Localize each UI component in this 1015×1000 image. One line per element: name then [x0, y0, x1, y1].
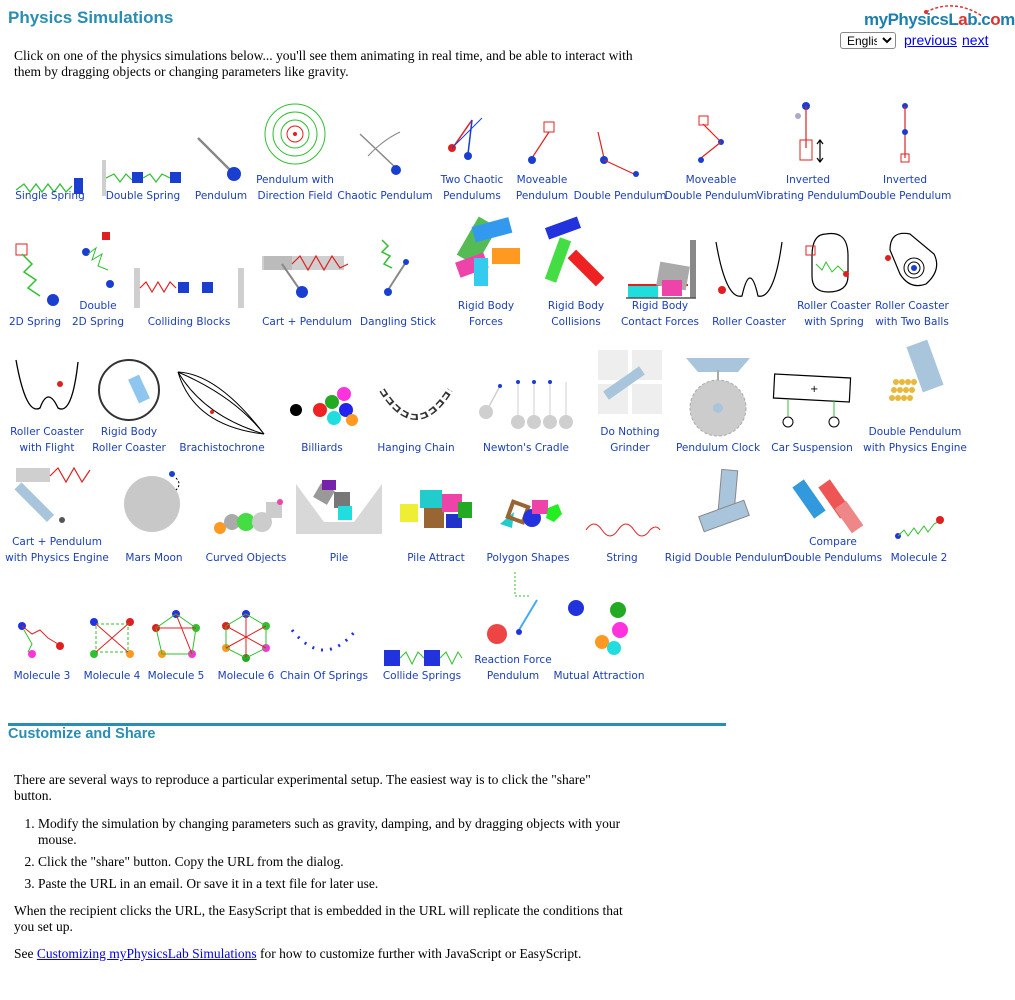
simulation-label [428, 172, 516, 204]
recipient-paragraph: When the recipient clicks the URL, the EasyScript that is embedded in the URL will replicate the conditions that you set up. [14, 903, 623, 934]
simulation-label-line2: Roller Coaster [92, 442, 166, 454]
simulation-label-line1: Rigid Body [100, 426, 158, 438]
simulation-card[interactable] [756, 100, 860, 204]
simulation-label-line1: Double [79, 300, 117, 312]
simulation-label-line1: Rigid Body [547, 300, 605, 312]
simulation-label [370, 668, 474, 684]
simulation-card[interactable] [540, 216, 612, 330]
language-select[interactable] [840, 32, 896, 49]
simulation-label-line2: Polygon Shapes [486, 552, 570, 564]
simulation-label-line2: Molecule 2 [890, 552, 948, 564]
simulation-card[interactable] [675, 346, 761, 456]
simulation-label-line2: Curved Objects [205, 552, 287, 564]
simulation-label [284, 550, 394, 566]
simulation-label-line1: Moveable [685, 174, 737, 186]
simulation-label-line1: Reaction Force [474, 654, 552, 666]
simulation-label-line2: Billiards [301, 442, 343, 454]
simulation-label [852, 172, 958, 204]
simulation-label [252, 314, 362, 330]
previous-link[interactable]: previous [904, 32, 957, 48]
simulation-label [206, 668, 286, 684]
simulation-label-line2: Pendulum [515, 190, 569, 202]
simulation-label-line1: Cart + Pendulum [12, 536, 102, 548]
simulation-label-line2: Rigid Double Pendulum [664, 552, 788, 564]
simulation-label-line2: Colliding Blocks [147, 316, 231, 328]
simulation-card[interactable] [100, 100, 186, 204]
simulation-label-line1: Rigid Body [457, 300, 515, 312]
simulation-label [574, 550, 670, 566]
simulation-label [138, 668, 214, 684]
see-also-paragraph [14, 946, 714, 962]
simulation-label [2, 424, 92, 456]
site-logo[interactable] [864, 4, 1015, 34]
simulation-label [612, 298, 708, 330]
simulation-card[interactable] [488, 496, 568, 566]
simulation-label-line2: Molecule 3 [13, 670, 71, 682]
customizing-link[interactable]: Customizing myPhysicsLab Simulations [36, 946, 257, 961]
simulation-label [478, 550, 578, 566]
simulation-label-line2: Pendulum [194, 190, 248, 202]
simulation-card[interactable] [10, 226, 60, 330]
simulation-label-line2: with Spring [804, 316, 864, 328]
simulation-card[interactable] [258, 100, 332, 204]
intro-text: Click on one of the physics simulations below... you'll see them animating in real time, and be able to interact with them by dragging objects or changing parameters like gravity. [14, 48, 633, 79]
simulation-label-line2: Collisions [551, 316, 601, 328]
simulation-label [386, 550, 486, 566]
simulation-label-line2: Dangling Stick [360, 316, 436, 328]
simulation-label [760, 440, 864, 456]
simulation-card[interactable] [148, 600, 204, 684]
simulation-label [122, 314, 256, 330]
simulation-label [702, 314, 796, 330]
simulation-label [778, 534, 888, 566]
simulation-card[interactable] [876, 222, 948, 330]
simulation-label-line2: Chain Of Springs [280, 670, 368, 682]
logo-text: myPhysicsLab.com [864, 10, 1015, 29]
simulation-label-line2: Grinder [610, 442, 650, 454]
simulation-label [674, 440, 762, 456]
customize-paragraph: There are several ways to reproduce a particular experimental setup. The easiest way is to click the "share" button. [14, 772, 591, 803]
svg-text:+: + [810, 384, 819, 395]
simulation-label-line2: Roller Coaster [712, 316, 786, 328]
simulation-label-line1: Inverted [883, 174, 927, 186]
simulation-card[interactable] [476, 570, 550, 684]
simulation-label-line2: String [606, 552, 638, 564]
simulation-label-line2: Pendulum Clock [675, 442, 761, 454]
simulation-label [164, 440, 280, 456]
simulation-label [108, 550, 200, 566]
simulation-label [438, 298, 534, 330]
simulation-label-line2: Hanging Chain [377, 442, 455, 454]
simulation-label [546, 668, 652, 684]
simulation-label-line2: Pendulum [486, 670, 540, 682]
simulation-label-line2: with Physics Engine [863, 442, 967, 454]
simulation-label-line2: Double Pendulum [858, 190, 952, 202]
simulation-label-line2: Direction Field [257, 190, 333, 202]
simulation-card[interactable] [14, 600, 70, 684]
simulation-label [584, 424, 676, 456]
simulation-label-line2: Mutual Attraction [553, 670, 645, 682]
simulation-label-line2: Contact Forces [620, 316, 700, 328]
simulation-label-line2: Molecule 4 [83, 670, 141, 682]
simulation-label [4, 668, 80, 684]
section-heading: Customize and Share [8, 726, 156, 742]
simulation-card[interactable] [206, 490, 286, 566]
simulation-card[interactable] [712, 236, 786, 330]
simulation-label [464, 440, 588, 456]
simulation-label [4, 188, 96, 204]
simulation-label [662, 550, 790, 566]
simulation-label-line2: Double Pendulum [664, 190, 758, 202]
simulation-label-line1: Compare [809, 536, 857, 548]
simulation-card[interactable] [594, 346, 666, 456]
simulation-card[interactable] [380, 626, 464, 684]
simulation-label-line2: 2D Spring [9, 316, 61, 328]
simulation-label-line2: Forces [469, 316, 503, 328]
simulation-label [880, 550, 958, 566]
simulation-label [866, 298, 958, 330]
simulation-label-line2: Collide Springs [382, 670, 462, 682]
next-link[interactable]: next [962, 32, 989, 48]
simulation-label [0, 314, 70, 330]
simulation-label-line2: Pile Attract [407, 552, 465, 564]
simulation-label-line2: Double Pendulums [783, 552, 883, 564]
simulation-card[interactable] [362, 226, 434, 330]
simulation-label-line2: 2D Spring [72, 316, 124, 328]
simulation-card[interactable] [584, 510, 660, 566]
simulation-label [328, 188, 442, 204]
simulation-label-line2: Brachistochrone [179, 442, 265, 454]
simulation-label [364, 440, 468, 456]
simulation-card[interactable] [132, 226, 246, 330]
simulation-label-line2: Single Spring [15, 190, 85, 202]
simulation-card[interactable] [573, 100, 667, 204]
simulation-card[interactable] [863, 340, 967, 456]
simulation-card[interactable] [770, 370, 854, 456]
simulation-card[interactable] [858, 100, 952, 204]
simulation-card[interactable] [118, 470, 190, 566]
step-item: 1. Modify the simulation by changing parameters such as gravity, damping, and by dragging objects with your mouse. [38, 816, 648, 848]
simulation-card[interactable] [783, 476, 883, 566]
simulation-label-line2: Pile [329, 552, 349, 564]
simulation-label-line1: Roller Coaster [797, 300, 871, 312]
simulation-card[interactable] [622, 232, 698, 330]
simulation-label-line2: with Two Balls [875, 316, 949, 328]
page-title: Physics Simulations [8, 8, 174, 27]
simulation-label-line2: with Physics Engine [5, 552, 109, 564]
simulation-label-line1: Rigid Body [631, 300, 689, 312]
simulation-label-line2: Chaotic Pendulum [337, 190, 433, 202]
simulation-label-line2: Double Spring [105, 190, 181, 202]
simulation-label-line2: Molecule 6 [217, 670, 275, 682]
simulation-label [278, 668, 370, 684]
simulation-card[interactable] [294, 480, 384, 566]
simulation-label-line1: Pendulum with [256, 174, 334, 186]
simulation-label [272, 440, 372, 456]
simulation-label-line2: Vibrating Pendulum [756, 190, 860, 202]
simulation-label-line1: Roller Coaster [10, 426, 84, 438]
simulation-card[interactable] [396, 484, 476, 566]
simulation-card[interactable] [514, 100, 570, 204]
simulation-label [750, 172, 866, 204]
simulation-card[interactable] [12, 350, 82, 456]
simulation-card[interactable] [262, 226, 352, 330]
simulation-card[interactable] [474, 380, 578, 456]
simulation-card[interactable] [74, 226, 122, 330]
simulation-label [530, 298, 622, 330]
simulation-label [86, 424, 172, 456]
simulation-label-line2: Pendulums [443, 190, 501, 202]
see-prefix: See [14, 946, 37, 961]
simulation-label [0, 534, 114, 566]
simulation-label [860, 424, 970, 456]
simulation-card[interactable] [92, 350, 166, 456]
simulation-card[interactable] [280, 610, 368, 684]
step-item: 3. Paste the URL in an email. Or save it in a text file for later use. [38, 876, 648, 892]
simulation-card[interactable] [553, 590, 645, 684]
simulation-card[interactable] [438, 100, 506, 204]
simulation-label-line2: Newton's Cradle [483, 442, 569, 454]
simulation-label-line1: Two Chaotic [440, 174, 504, 186]
simulation-card[interactable] [338, 100, 432, 204]
simulation-card[interactable] [664, 472, 788, 566]
simulation-label-line2: Molecule 5 [147, 670, 205, 682]
simulation-card[interactable] [890, 506, 948, 566]
simulation-label [196, 550, 296, 566]
simulation-label-line1: Roller Coaster [875, 300, 949, 312]
simulation-card[interactable] [798, 222, 870, 330]
step-item: 2. Click the "share" button. Copy the URL from the dialog. [38, 854, 648, 870]
simulation-card[interactable] [84, 600, 140, 684]
simulation-card[interactable] [5, 466, 109, 566]
simulation-label-line2: Car Suspension [771, 442, 853, 454]
simulation-card[interactable] [216, 600, 276, 684]
simulation-label-line2: Cart + Pendulum [262, 316, 352, 328]
simulation-label-line2: Double Pendulum [573, 190, 667, 202]
simulation-label [352, 314, 444, 330]
see-suffix: for how to customize further with JavaScript or EasyScript. [256, 946, 582, 961]
simulation-card[interactable] [282, 380, 362, 456]
simulation-card[interactable] [14, 100, 86, 204]
simulation-label-line1: Moveable [516, 174, 568, 186]
simulation-label-line1: Do Nothing [600, 426, 660, 438]
simulation-card[interactable] [190, 100, 252, 204]
simulation-label-line2: Mars Moon [125, 552, 183, 564]
simulation-card[interactable] [448, 216, 524, 330]
simulation-label-line1: Double Pendulum [868, 426, 962, 438]
simulation-label-line1: Inverted [786, 174, 830, 186]
simulation-card[interactable] [666, 100, 756, 204]
simulation-card[interactable] [174, 360, 270, 456]
simulation-card[interactable] [374, 380, 458, 456]
simulation-label-line2: with Flight [19, 442, 75, 454]
steps-list [14, 816, 648, 898]
